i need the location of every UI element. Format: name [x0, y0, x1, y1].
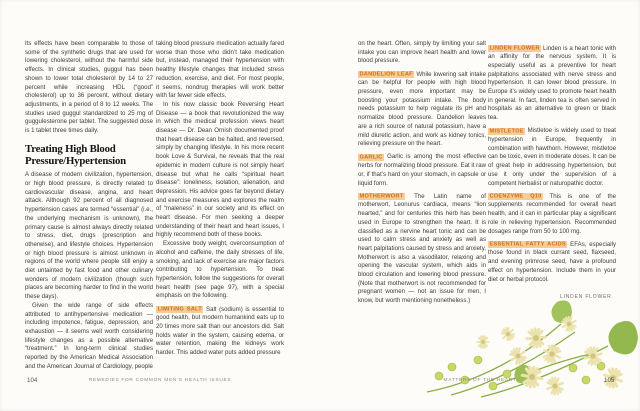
paragraph: Given the wide range of side effects attributed to antihypertensive medication — including impotence, fatigue, depression, and exhaustion — it seems well worth considering lifestyle changes as a possible alternative “treatment.” In long-term clinical studies reported by the American Medical Association and the American Journal of Cardiology, people — [25, 301, 153, 370]
left-page-column-1 — [25, 40, 153, 372]
right-page-column-1 — [358, 40, 486, 306]
entry-label: LIMITING SALT — [157, 306, 202, 313]
page-number-left: 104 — [27, 377, 38, 384]
paragraph: on the heart. Often, simply by limiting your salt intake you can improve heart health and lower blood pressure. — [358, 40, 486, 65]
entry-label: DANDELION LEAF — [359, 71, 413, 78]
paragraph: In his now classic book Reversing Heart Disease — a book that revolutionized the way in which the medical profession views heart disease — Dr. Dean Ornish documented proof that heart disease can be halted, and reversed, simply by changing lifestyle. In his more recent book Love & Survival, he reveals that the real epidemic in modern culture is not simply heart disease but what he calls “spiritual heart disease”: loneliness, isolation, alienation, and depression. His advice goes far beyond dietary and exercise measures and explores the realm of “maleness” in our society and its effect on heart disease. For men seeking a deeper understanding of their heart and heart issues, I highly recommend both of these books. — [156, 100, 284, 239]
entry-label: MISTLETOE — [489, 128, 524, 135]
linden-flower-illustration — [423, 296, 640, 400]
remedy-entry: MISTLETOE Mistletoe is widely used to treat hypertension in Europe, frequently in combination with hawthorn. However, mistletoe can be toxic, even in moderate doses. It can be of great help in addressing hypertension, but use it only under the supervision of a competent herbalist or naturopathic doctor. — [488, 127, 616, 187]
paragraph: taking blood pressure medication actually fared worse than those who didn’t take medication but, instead, managed their hypertension with healthy lifestyle changes that included stress reduction, exercise, and diet. For most people, it seems, nondrug therapies will work better with far fewer side effects. — [156, 40, 284, 100]
paragraph: Its effects have been comparable to those of some of the synthetic drugs that are used for lowering cholesterol, without the harmful side effects. In clinical studies, guggul has been shown to lower total cholesterol by 14 to 27 percent while increasing HDL (“good” cholesterol) up to 36 percent, without dietary adjustments, in a period of 8 to 12 weeks. The studies used guggul standardized to 25 mg of guggulesterone per tablet. The suggested dose is 1 tablet three times daily. — [25, 40, 153, 135]
illustration-caption: LINDEN FLOWER — [560, 294, 612, 300]
left-page-column-2 — [156, 40, 284, 358]
running-head-left: REMEDIES FOR COMMON MEN’S HEALTH ISSUES — [88, 378, 232, 383]
paragraph: A disease of modern civilization, hypertension, or high blood pressure, is directly related to cardiovascular disease, angina, and heart attack. Although 92 percent of all diagnosed hypertension cases are termed “essential” (i.e., the underlying mechanism is unknown), the primary cause is almost always directly related to stress, diet, drugs (prescription and otherwise), and lifestyle choices. Hypertension or high blood pressure is almost unknown in regions of the world where people still enjoy a diet untainted by fast food and other culinary wonders of modern civilization (though such places are becoming harder to find in the world these days). — [25, 171, 153, 301]
remedy-entry: COENZYME Q10 This is one of the supplements recommended for overall heart health, and it can in particular play a significant role in relieving hypertension. Recommended dosages range from 50 to 100 mg. — [488, 192, 616, 235]
entry-label: GARLIC — [359, 154, 383, 161]
remedy-entry: GARLIC Garlic is among the most effective herbs for normalizing blood pressure. Eat it raw or, if that’s hard on your stomach, in capsule or liquid form. — [358, 153, 486, 187]
remedy-entry: ESSENTIAL FATTY ACIDS EFAs, especially those found in black currant seed, flaxseed, and evening primrose seed, have a profound effect on hypertension. Include them in your diet or herbal protocol. — [488, 240, 616, 283]
entry-label: COENZYME Q10 — [489, 193, 542, 200]
right-page-column-2 — [488, 40, 616, 284]
running-head-right: MATTERS OF THE HEART — [443, 378, 517, 383]
entry-label: MOTHERWORT — [359, 193, 404, 200]
page-number-right: 105 — [604, 377, 615, 384]
entry-label: LINDEN FLOWER — [489, 45, 540, 52]
entry-label: ESSENTIAL FATTY ACIDS — [489, 241, 566, 248]
remedy-entry: LIMITING SALT Salt (sodium) is essential to good health, but modern humankind eats up to 20 times more salt than our ancestors did. Salt holds water in the system, causing edema, or water retention, making the kidneys work harder. This added water puts added pressure — [156, 305, 284, 357]
remedy-entry: DANDELION LEAF While lowering salt intake can be helpful for people with high blood pressure, even more important may be boosting your potassium intake. The body needs potassium to help regulate its pH and normalize blood pressure. Dandelion leaves are a rich source of natural potassium, have a mild diuretic action, and work as kidney tonics, relieving pressure on the heart. — [358, 70, 486, 148]
paragraph: Excessive body weight, overconsumption of alcohol and caffeine, the daily stresses of life, smoking, and lack of exercise are major factors contributing to hypertension. To treat hypertension, follow the suggestions for overall heart health (see page 97), with a special emphasis on the following. — [156, 240, 284, 300]
section-heading: Treating High Blood Pressure/Hypertension — [25, 142, 126, 167]
remedy-entry: MOTHERWORT The Latin name of motherwort, Leonurus cardiaca, means “lion hearted,” and for centuries this herb has been used in Europe to strengthen the heart. It is classified as a nervine heart tonic and can be used to calm stress and anxiety as well as heart palpitations caused by stress and anxiety. Motherwort is also a vasodilator, relaxing and opening the vascular system, which aids in blood circulation and lowering blood pressure. (Note that motherwort is not recommended for pregnant women — not an issue for men, I know, but worth mentioning nonetheless.) — [358, 192, 486, 305]
remedy-entry: LINDEN FLOWER Linden is a heart tonic with an affinity for the nervous system. It is especially useful as a preventive for heart palpitations associated with nerve stress and hypertension. It can lower blood pressure. In Europe it’s widely used to promote heart health in general. In fact, linden tea is often served in hospitals as an alternative to green or black tea. — [488, 44, 616, 122]
